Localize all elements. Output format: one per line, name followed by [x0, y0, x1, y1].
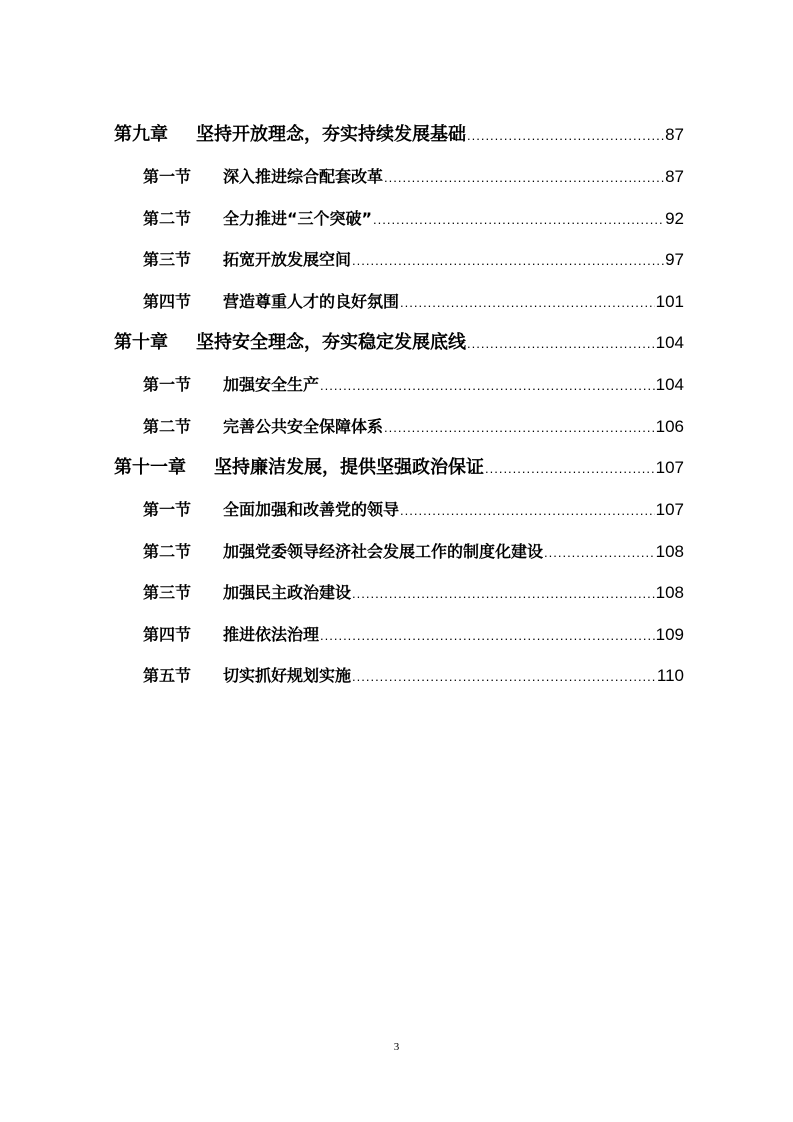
dot-leader [400, 290, 655, 316]
dot-leader [544, 540, 655, 566]
page-ref: 107 [655, 500, 684, 519]
section-title: 深入推进综合配套改革 [223, 167, 384, 186]
section-title: 加强党委领导经济社会发展工作的制度化建设 [223, 542, 544, 561]
section-number: 第三节 [143, 250, 192, 269]
toc-section-row[interactable] [143, 247, 684, 273]
dot-leader [485, 456, 655, 482]
dot-leader [373, 207, 664, 233]
toc-section-row[interactable] [143, 289, 684, 315]
toc-section-row[interactable] [143, 539, 684, 565]
page-ref: 104 [655, 333, 684, 352]
section-number: 第四节 [143, 292, 192, 311]
section-title: 推进依法治理 [223, 625, 320, 644]
page-ref: 106 [655, 417, 684, 436]
page-ref: 110 [656, 666, 684, 685]
section-number: 第一节 [143, 375, 192, 394]
dot-leader [467, 331, 655, 357]
section-title: 营造尊重人才的良好氛围 [223, 292, 400, 311]
toc-chapter-row[interactable] [114, 330, 684, 356]
page-ref: 104 [655, 375, 684, 394]
chapter-number: 第九章 [114, 124, 168, 145]
toc-section-row[interactable] [143, 372, 684, 398]
page-ref: 109 [655, 625, 684, 644]
section-title: 全面加强和改善党的领导 [223, 500, 400, 519]
section-title: 加强民主政治建设 [223, 583, 352, 602]
section-number: 第二节 [143, 417, 192, 436]
section-number: 第二节 [143, 542, 192, 561]
dot-leader [384, 165, 664, 191]
toc-section-row[interactable] [143, 497, 684, 523]
chapter-title: 坚持廉洁发展，提供坚强政治保证 [214, 457, 484, 478]
section-title: 加强安全生产 [223, 375, 320, 394]
section-title: 切实抓好规划实施 [223, 666, 352, 685]
toc-section-row[interactable] [143, 580, 684, 606]
toc-section-row[interactable] [143, 206, 684, 232]
toc-section-row[interactable] [143, 414, 684, 440]
dot-leader [352, 581, 655, 607]
dot-leader [320, 373, 655, 399]
page-ref: 101 [655, 292, 684, 311]
toc-chapter-row[interactable] [114, 122, 684, 148]
section-number: 第一节 [143, 167, 192, 186]
chapter-title: 坚持安全理念，夯实稳定发展底线 [196, 332, 466, 353]
dot-leader [352, 248, 664, 274]
page-number: 3 [393, 1041, 400, 1053]
section-number: 第一节 [143, 500, 192, 519]
chapter-number: 第十一章 [114, 457, 186, 478]
section-number: 第四节 [143, 625, 192, 644]
page-ref: 87 [665, 125, 684, 144]
dot-leader [400, 498, 655, 524]
toc-chapter-row[interactable] [114, 455, 684, 481]
section-title: 完善公共安全保障体系 [223, 417, 384, 436]
dot-leader [320, 623, 655, 649]
page-ref: 108 [655, 542, 684, 561]
dot-leader [352, 664, 656, 690]
dot-leader [467, 123, 664, 149]
section-title: 全力推进“三个突破” [223, 209, 373, 228]
section-number: 第三节 [143, 583, 192, 602]
chapter-number: 第十章 [114, 332, 168, 353]
toc-section-row[interactable] [143, 164, 684, 190]
section-number: 第二节 [143, 209, 192, 228]
section-number: 第五节 [143, 666, 192, 685]
page-ref: 87 [665, 167, 684, 186]
page-ref: 108 [655, 583, 684, 602]
toc-section-row[interactable] [143, 622, 684, 648]
page-ref: 92 [665, 209, 684, 228]
page-ref: 97 [665, 250, 684, 269]
toc-section-row[interactable] [143, 663, 684, 689]
dot-leader [384, 415, 655, 441]
page-ref: 107 [655, 458, 684, 477]
section-title: 拓宽开放发展空间 [223, 250, 352, 269]
chapter-title: 坚持开放理念，夯实持续发展基础 [196, 124, 466, 145]
